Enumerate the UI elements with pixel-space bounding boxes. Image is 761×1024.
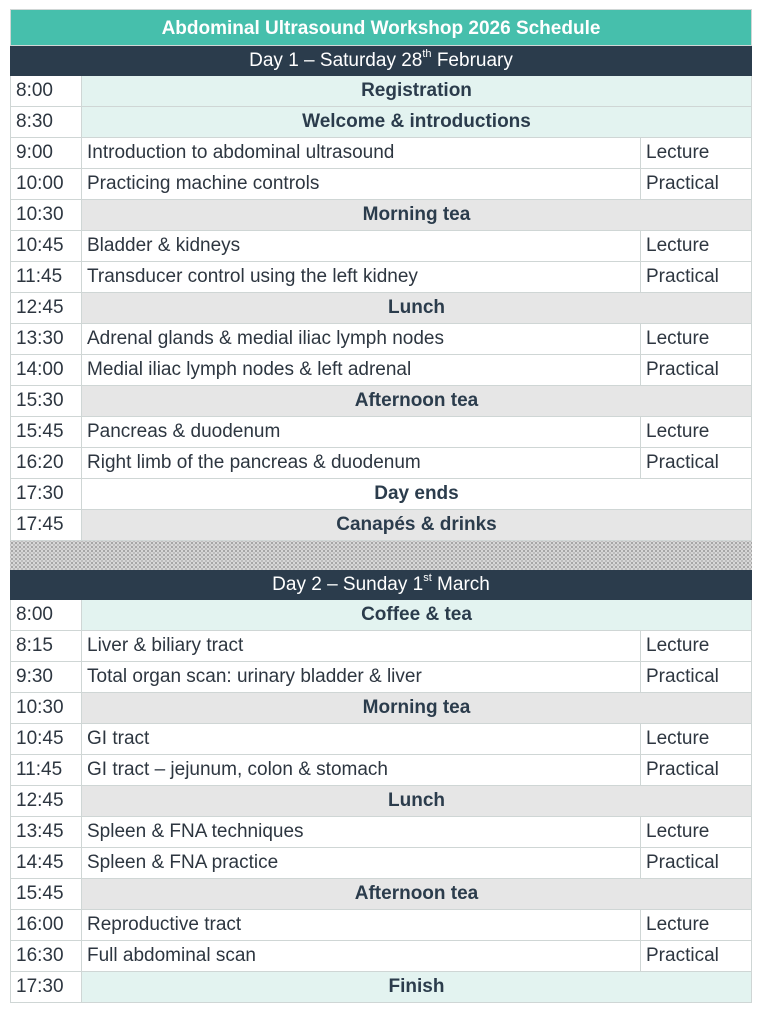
session-type-cell: Lecture — [640, 910, 752, 940]
time-cell: 10:45 — [10, 724, 81, 754]
schedule-row — [10, 355, 752, 386]
time-cell: 11:45 — [10, 262, 81, 292]
schedule-row — [10, 448, 752, 479]
time-cell: 13:45 — [10, 817, 81, 847]
schedule-row — [10, 262, 752, 293]
time-cell: 12:45 — [10, 293, 81, 323]
schedule-table — [10, 9, 752, 1003]
schedule-row — [10, 200, 752, 231]
schedule-row — [10, 910, 752, 941]
break-event-cell: Registration — [81, 76, 752, 106]
time-cell: 17:30 — [10, 972, 81, 1002]
day-1-section — [10, 46, 752, 541]
time-cell: 17:45 — [10, 510, 81, 540]
session-type-cell: Practical — [640, 448, 752, 478]
time-cell: 8:00 — [10, 600, 81, 630]
time-cell: 16:20 — [10, 448, 81, 478]
schedule-row — [10, 107, 752, 138]
schedule-row — [10, 293, 752, 324]
session-type-cell: Lecture — [640, 231, 752, 261]
day-2-rows — [10, 600, 752, 1003]
time-cell: 16:00 — [10, 910, 81, 940]
session-type-cell: Practical — [640, 848, 752, 878]
break-event-cell: Lunch — [81, 293, 752, 323]
session-title-cell: GI tract – jejunum, colon & stomach — [81, 755, 640, 785]
time-cell: 10:30 — [10, 200, 81, 230]
schedule-row — [10, 600, 752, 631]
schedule-row — [10, 662, 752, 693]
schedule-row — [10, 324, 752, 355]
day-1-rows — [10, 76, 752, 541]
session-title-cell: Liver & biliary tract — [81, 631, 640, 661]
day-2-section — [10, 570, 752, 1003]
schedule-row — [10, 724, 752, 755]
schedule-row — [10, 848, 752, 879]
day-separator — [10, 541, 752, 570]
session-type-cell: Practical — [640, 941, 752, 971]
session-title-cell: Spleen & FNA practice — [81, 848, 640, 878]
schedule-title: Abdominal Ultrasound Workshop 2026 Schedule — [10, 9, 752, 46]
session-type-cell: Lecture — [640, 138, 752, 168]
schedule-row — [10, 76, 752, 107]
time-cell: 10:30 — [10, 693, 81, 723]
session-type-cell: Lecture — [640, 817, 752, 847]
time-cell: 8:15 — [10, 631, 81, 661]
break-event-cell: Morning tea — [81, 693, 752, 723]
session-type-cell: Lecture — [640, 417, 752, 447]
time-cell: 13:30 — [10, 324, 81, 354]
schedule-row — [10, 941, 752, 972]
break-event-cell: Morning tea — [81, 200, 752, 230]
time-cell: 9:00 — [10, 138, 81, 168]
session-type-cell: Practical — [640, 662, 752, 692]
time-cell: 8:30 — [10, 107, 81, 137]
time-cell: 12:45 — [10, 786, 81, 816]
session-type-cell: Practical — [640, 169, 752, 199]
day-1-header-month: February — [431, 50, 513, 71]
time-cell: 15:45 — [10, 417, 81, 447]
day-1-header-text: Day 1 – Saturday 28 — [249, 50, 423, 71]
time-cell: 14:00 — [10, 355, 81, 385]
schedule-row — [10, 879, 752, 910]
schedule-row — [10, 417, 752, 448]
session-title-cell: Introduction to abdominal ultrasound — [81, 138, 640, 168]
break-event-cell: Coffee & tea — [81, 600, 752, 630]
schedule-row — [10, 693, 752, 724]
break-event-cell: Afternoon tea — [81, 386, 752, 416]
time-cell: 9:30 — [10, 662, 81, 692]
break-event-cell: Finish — [81, 972, 752, 1002]
break-event-cell: Lunch — [81, 786, 752, 816]
session-title-cell: Right limb of the pancreas & duodenum — [81, 448, 640, 478]
schedule-row — [10, 972, 752, 1003]
day-2-header — [10, 570, 752, 600]
session-title-cell: Full abdominal scan — [81, 941, 640, 971]
session-title-cell: Medial iliac lymph nodes & left adrenal — [81, 355, 640, 385]
session-title-cell: GI tract — [81, 724, 640, 754]
session-type-cell: Lecture — [640, 324, 752, 354]
schedule-row — [10, 231, 752, 262]
session-title-cell: Transducer control using the left kidney — [81, 262, 640, 292]
schedule-row — [10, 817, 752, 848]
schedule-row — [10, 786, 752, 817]
time-cell: 16:30 — [10, 941, 81, 971]
break-event-cell: Welcome & introductions — [81, 107, 752, 137]
session-title-cell: Pancreas & duodenum — [81, 417, 640, 447]
schedule-row — [10, 386, 752, 417]
session-type-cell: Practical — [640, 262, 752, 292]
session-type-cell: Practical — [640, 755, 752, 785]
day-1-header — [10, 46, 752, 76]
time-cell: 11:45 — [10, 755, 81, 785]
session-title-cell: Total organ scan: urinary bladder & liver — [81, 662, 640, 692]
schedule-row — [10, 755, 752, 786]
session-title-cell: Spleen & FNA techniques — [81, 817, 640, 847]
session-title-cell: Practicing machine controls — [81, 169, 640, 199]
session-title-cell: Adrenal glands & medial iliac lymph nodes — [81, 324, 640, 354]
day-2-header-sup: st — [423, 571, 432, 584]
day-2-header-text: Day 2 – Sunday 1 — [272, 574, 424, 595]
day-1-header-sup: th — [422, 47, 432, 60]
schedule-row — [10, 631, 752, 662]
session-type-cell: Lecture — [640, 631, 752, 661]
time-cell: 8:00 — [10, 76, 81, 106]
session-type-cell: Lecture — [640, 724, 752, 754]
time-cell: 15:30 — [10, 386, 81, 416]
break-event-cell: Afternoon tea — [81, 879, 752, 909]
schedule-row — [10, 510, 752, 541]
time-cell: 14:45 — [10, 848, 81, 878]
day-2-header-month: March — [431, 574, 490, 595]
break-event-cell: Canapés & drinks — [81, 510, 752, 540]
session-type-cell: Practical — [640, 355, 752, 385]
schedule-row — [10, 138, 752, 169]
time-cell: 15:45 — [10, 879, 81, 909]
schedule-row — [10, 169, 752, 200]
schedule-row — [10, 479, 752, 510]
time-cell: 17:30 — [10, 479, 81, 509]
time-cell: 10:45 — [10, 231, 81, 261]
break-event-cell: Day ends — [81, 479, 752, 509]
time-cell: 10:00 — [10, 169, 81, 199]
session-title-cell: Bladder & kidneys — [81, 231, 640, 261]
session-title-cell: Reproductive tract — [81, 910, 640, 940]
